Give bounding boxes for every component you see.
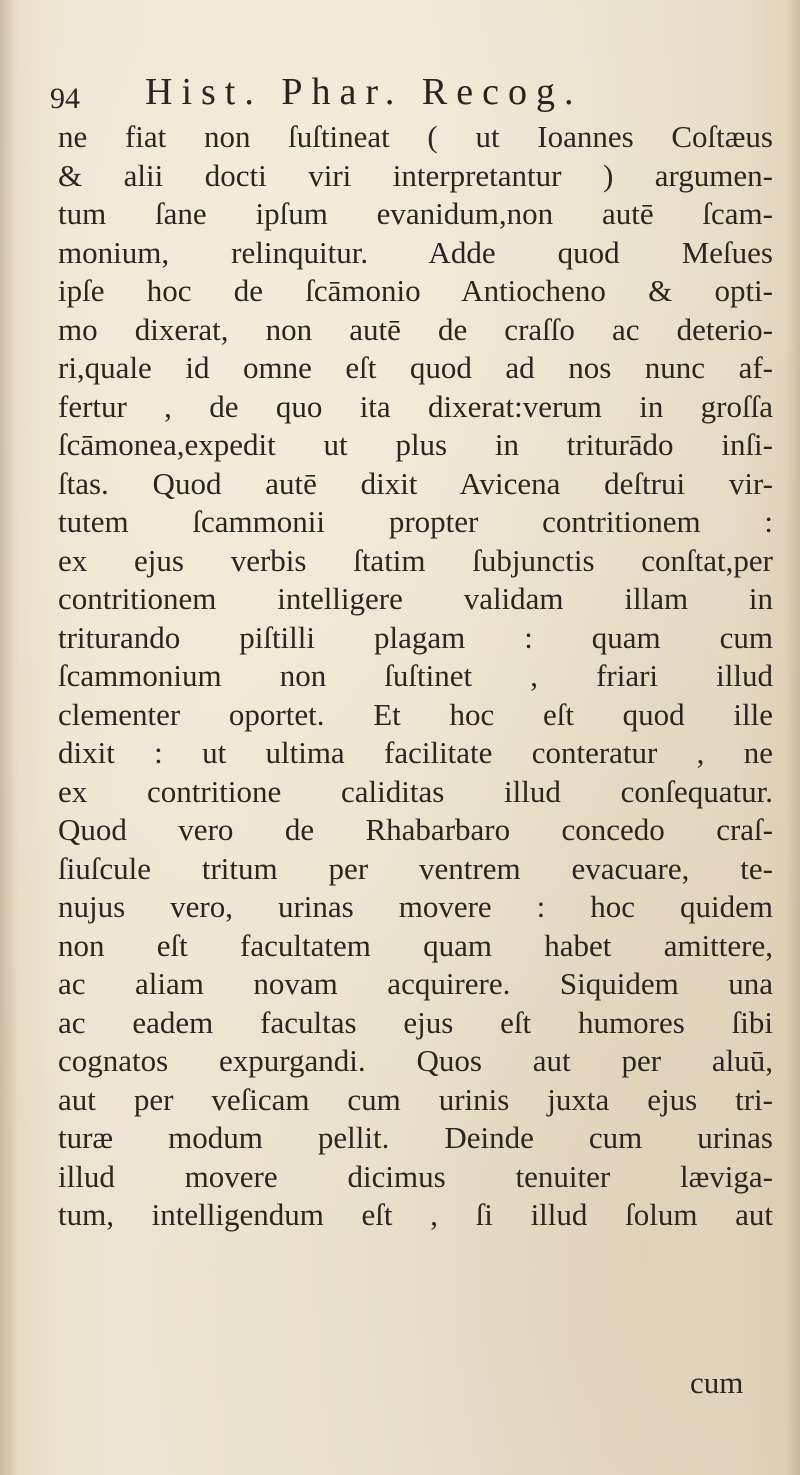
text-line: tum, intelligendum eſt , ſi illud ſolum aut xyxy=(58,1197,773,1232)
text-line: mo dixerat, non autē de craſſo ac deterio- xyxy=(58,311,773,347)
text-line: tum ſane ipſum evanidum,non autē ſcam- xyxy=(58,196,773,231)
text-line: clementer oportet. Et hoc eſt quod ille xyxy=(58,696,773,732)
text-line: ſiuſcule tritum per ventrem evacuare, te- xyxy=(58,850,773,886)
text-line: ſcāmonea,expedit ut plus in triturādo inſi- xyxy=(58,427,773,462)
text-line: nujus vero, urinas movere : hoc quidem xyxy=(58,889,773,924)
text-line: non eſt facultatem quam habet amittere, xyxy=(58,927,773,963)
text-line: ſtas. Quod autē dixit Avicena deſtrui vir- xyxy=(58,465,773,501)
text-line: ipſe hoc de ſcāmonio Antiocheno & opti- xyxy=(58,273,773,308)
text-line: ex ejus verbis ſtatim ſubjunctis conſtat,per xyxy=(58,542,773,578)
page-edge-shadow-left xyxy=(0,0,18,1475)
running-title: Hist. Phar. Recog. xyxy=(145,71,583,113)
text-line: cognatos expurgandi. Quos aut per aluū, xyxy=(58,1043,773,1078)
text-line: ne fiat non ſuſtineat ( ut Ioannes Coſtæus xyxy=(58,119,773,154)
page-edge-shadow-right xyxy=(786,0,800,1475)
text-line: ac aliam novam acquirere. Siquidem una xyxy=(58,966,773,1001)
text-line: ac eadem facultas ejus eſt humores ſibi xyxy=(58,1004,773,1040)
text-line: ex contritione caliditas illud conſequatur. xyxy=(58,773,773,809)
text-line: ſcammonium non ſuſtinet , friari illud xyxy=(58,658,773,693)
text-line: illud movere dicimus tenuiter læviga- xyxy=(58,1158,773,1194)
text-line: dixit : ut ultima facilitate conteratur , ne xyxy=(58,735,773,770)
text-line: contritionem intelligere validam illam in xyxy=(58,581,773,616)
body-text xyxy=(58,118,773,1235)
text-line: triturando piſtilli plagam : quam cum xyxy=(58,619,773,655)
text-line: ri,quale id omne eſt quod ad nos nunc af- xyxy=(58,350,773,385)
text-line: tutem ſcammonii propter contritionem : xyxy=(58,504,773,539)
page-header xyxy=(50,70,770,120)
text-line: fertur , de quo ita dixerat:verum in groſſa xyxy=(58,388,773,424)
catchword: cum xyxy=(690,1365,744,1400)
text-line: aut per veſicam cum urinis juxta ejus tri- xyxy=(58,1081,773,1117)
text-line: turæ modum pellit. Deinde cum urinas xyxy=(58,1120,773,1155)
text-line: Quod vero de Rhabarbaro concedo craſ- xyxy=(58,812,773,847)
page-number: 94 xyxy=(50,82,80,115)
text-line: & alii docti viri interpretantur ) argumen- xyxy=(58,157,773,193)
text-line: monium, relinquitur. Adde quod Meſues xyxy=(58,234,773,270)
